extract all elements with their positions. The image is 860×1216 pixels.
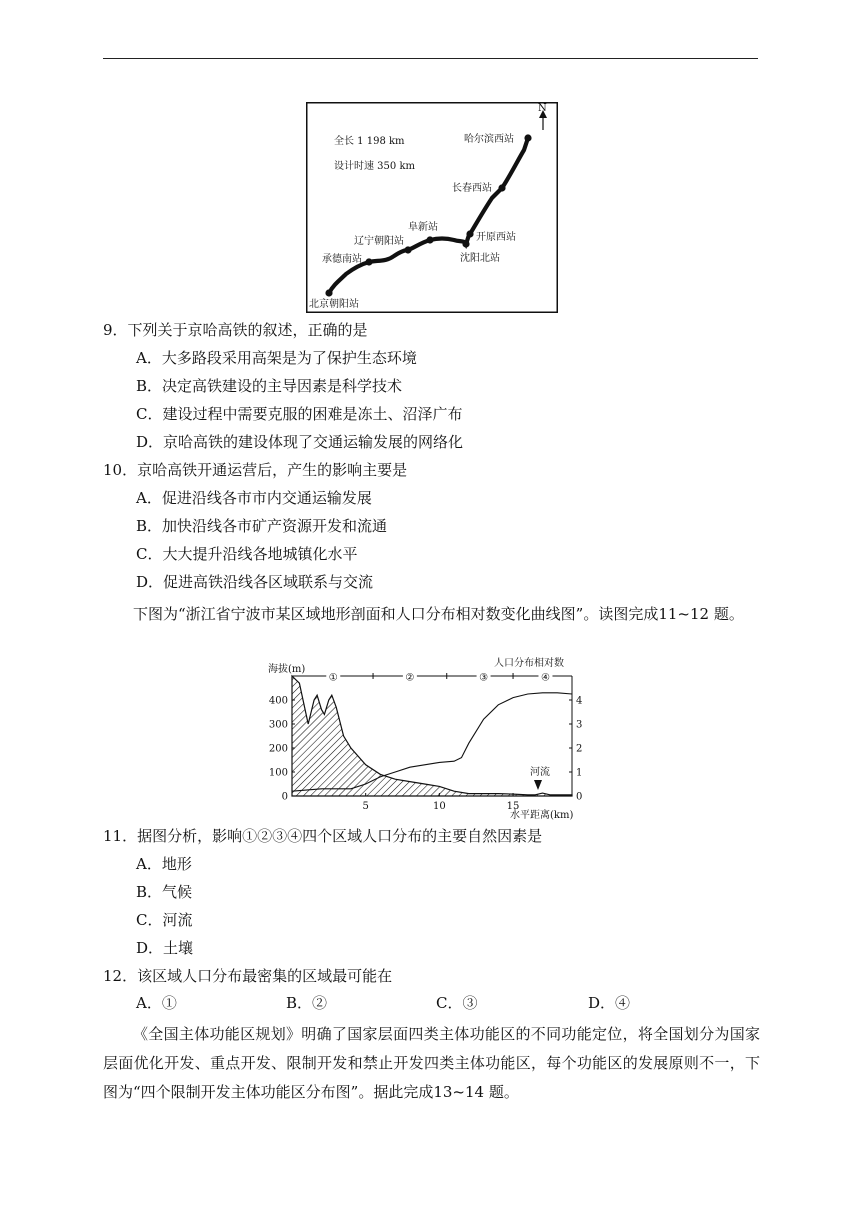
q11-option-d[interactable]: D．土壤 xyxy=(136,939,194,957)
q11-option-a[interactable]: A．地形 xyxy=(136,855,192,873)
y-right-axis-title: 人口分布相对数 xyxy=(494,658,564,669)
north-label: N xyxy=(538,103,547,114)
river-label: 河流 xyxy=(530,767,550,778)
station-label-harbin-west: 哈尔滨西站 xyxy=(464,134,514,145)
q9-option-a[interactable]: A．大多路段采用高架是为了保护生态环境 xyxy=(136,349,417,367)
q10-stem: 10．京哈高铁开通运营后，产生的影响主要是 xyxy=(103,461,408,479)
y-right-tick-label: 3 xyxy=(576,719,583,731)
q9-stem: 9．下列关于京哈高铁的叙述，正确的是 xyxy=(103,321,368,339)
terrain-profile-svg xyxy=(268,654,598,824)
q11-stem: 11．据图分析，影响①②③④四个区域人口分布的主要自然因素是 xyxy=(103,827,543,845)
y-left-axis-title: 海拔(m) xyxy=(268,664,306,675)
q10-option-b[interactable]: B．加快沿线各市矿产资源开发和流通 xyxy=(136,517,388,535)
station-dot-shenyang-north xyxy=(462,240,469,247)
railway-map xyxy=(306,102,558,313)
zone-label: ③ xyxy=(479,672,489,684)
q12-option-d[interactable]: D．④ xyxy=(588,994,631,1012)
q12-option-a[interactable]: A．① xyxy=(136,994,177,1012)
design-speed-label: 设计时速 350 km xyxy=(334,161,415,172)
station-dot-liaoning-chaoyang xyxy=(404,246,411,253)
y-left-tick-label: 100 xyxy=(268,767,288,779)
y-left-tick-label: 300 xyxy=(268,719,288,731)
station-dot-kaiyuan-west xyxy=(466,230,473,237)
station-label-chengde-south: 承德南站 xyxy=(322,254,362,265)
station-label-changchun-west: 长春西站 xyxy=(452,183,492,194)
intro-13-14: 《全国主体功能区规划》明确了国家层面四类主体功能区的不同功能定位，将全国划分为国家层面优化开发、重点开发、限制开发和禁止开发四类主体功能区，每个功能区的发展原则不一，下图为“四个限制开发主体功能区分布图”。据此完成13~14 题。 xyxy=(103,1025,760,1101)
zone-label: ④ xyxy=(540,672,550,684)
y-right-tick-label: 0 xyxy=(576,791,583,803)
y-right-tick-label: 1 xyxy=(576,767,583,779)
q12-options-row xyxy=(136,993,736,1013)
q12-stem: 12．该区域人口分布最密集的区域最可能在 xyxy=(103,967,393,985)
q10-option-d[interactable]: D．促进高铁沿线各区域联系与交流 xyxy=(136,573,374,591)
river-marker-icon xyxy=(534,780,542,790)
y-left-tick-label: 200 xyxy=(268,743,288,755)
railway-map-svg xyxy=(306,102,558,313)
terrain-profile-chart xyxy=(268,654,598,824)
header-rule xyxy=(103,58,758,59)
x-tick-label: 5 xyxy=(362,801,369,812)
q9-option-d[interactable]: D．京哈高铁的建设体现了交通运输发展的网络化 xyxy=(136,433,464,451)
q10-option-c[interactable]: C．大大提升沿线各地城镇化水平 xyxy=(136,545,358,563)
q9-option-b[interactable]: B．决定高铁建设的主导因素是科学技术 xyxy=(136,377,403,395)
station-dot-changchun-west xyxy=(498,184,505,191)
station-dot-fuxin xyxy=(426,236,433,243)
x-tick-label: 15 xyxy=(506,801,520,812)
intro-11-12: 下图为“浙江省宁波市某区域地形剖面和人口分布相对数变化曲线图”。读图完成11~12 题。 xyxy=(133,605,744,623)
zone-label: ② xyxy=(405,672,415,684)
zone-label: ① xyxy=(328,672,338,684)
total-length-label: 全长 1 198 km xyxy=(334,136,405,147)
station-dot-beijing-chaoyang xyxy=(325,289,332,296)
q12-option-c[interactable]: C．③ xyxy=(436,994,478,1012)
station-dot-harbin-west xyxy=(524,134,531,141)
station-label-shenyang-north: 沈阳北站 xyxy=(460,253,500,264)
q12-option-b[interactable]: B．② xyxy=(286,994,328,1012)
station-label-beijing-chaoyang: 北京朝阳站 xyxy=(309,299,359,310)
station-label-liaoning-chaoyang: 辽宁朝阳站 xyxy=(354,236,404,247)
y-right-tick-label: 2 xyxy=(576,743,583,755)
x-axis-title: 水平距离(km) xyxy=(510,810,574,821)
q9-option-c[interactable]: C．建设过程中需要克服的困难是冻土、沼泽广布 xyxy=(136,405,463,423)
station-label-fuxin: 阜新站 xyxy=(408,222,438,233)
station-label-kaiyuan-west: 开原西站 xyxy=(476,232,516,243)
map-frame xyxy=(307,103,558,313)
station-dot-chengde-south xyxy=(365,258,372,265)
y-right-tick-label: 4 xyxy=(576,695,583,707)
x-tick-label: 10 xyxy=(433,801,446,812)
y-left-tick-label: 0 xyxy=(281,791,288,803)
q10-option-a[interactable]: A．促进沿线各市市内交通运输发展 xyxy=(136,489,372,507)
q11-option-c[interactable]: C．河流 xyxy=(136,911,193,929)
y-left-tick-label: 400 xyxy=(268,695,288,707)
q11-option-b[interactable]: B．气候 xyxy=(136,883,193,901)
